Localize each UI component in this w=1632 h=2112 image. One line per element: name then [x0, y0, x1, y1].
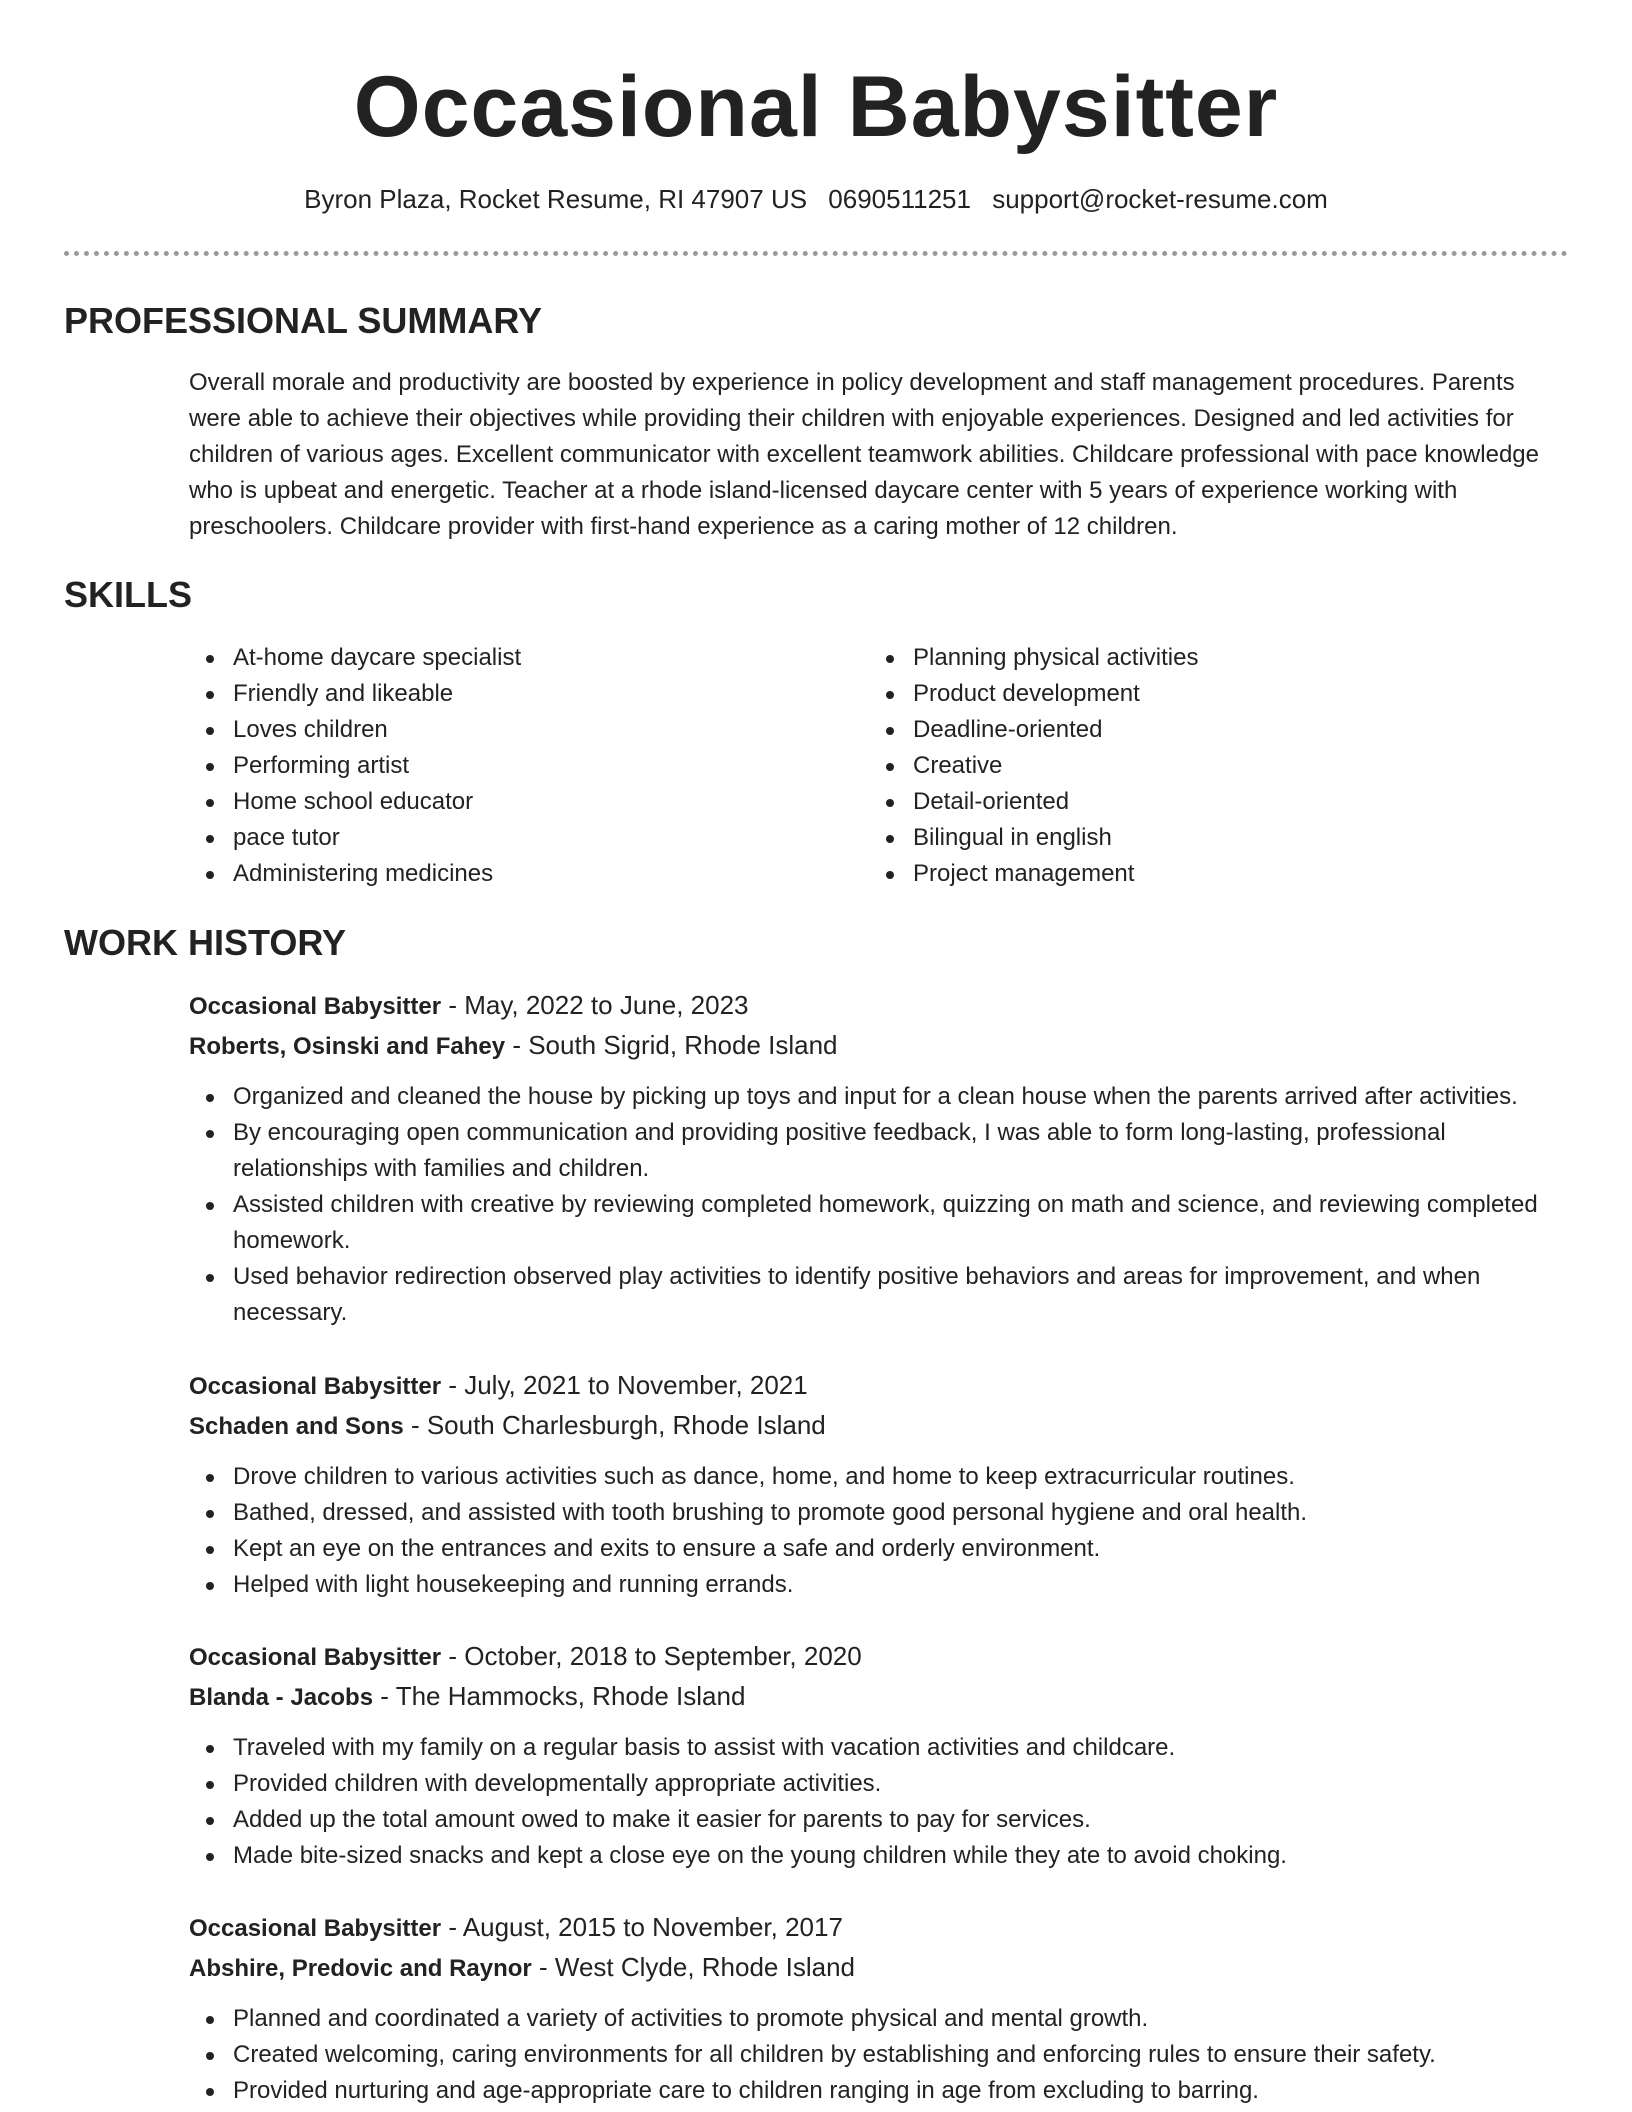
skill-item: Creative [869, 748, 1529, 784]
job-bullet: Created welcoming, caring environments for all children by establishing and enforcing rules to ensure their safety. [189, 2037, 1569, 2073]
summary-text: Overall morale and productivity are boosted by experience in policy development and staff management procedures. Parents were able to achieve their objectives while providing their children with enjoyable experiences. Designed and led activities for children of various ages. Excellent communicator with excellent teamwork abilities. Childcare professional with pace knowledge who is upbeat and energetic. Teacher at a rhode island-licensed daycare center with 5 years of experience working with preschoolers. Childcare provider with first-hand experience as a caring mother of 12 children. [189, 369, 1539, 540]
job-company: Roberts, Osinski and Fahey [189, 1033, 506, 1060]
job-location: - West Clyde, Rhode Island [531, 1952, 855, 1982]
job-bullets [189, 1730, 1569, 1874]
job-bullet: Provided nurturing and age-appropriate care to children ranging in age from excluding to barring. [189, 2073, 1569, 2109]
job-location: - South Charlesburgh, Rhode Island [403, 1410, 826, 1440]
job-company: Blanda - Jacobs [189, 1684, 374, 1711]
job-bullet: Kept an eye on the entrances and exits to ensure a safe and orderly environment. [189, 1531, 1569, 1567]
job-entry [189, 1637, 1569, 1874]
job-bullet: Drove children to various activities such as dance, home, and home to keep extracurricular routines. [189, 1459, 1569, 1495]
job-company: Schaden and Sons [189, 1413, 404, 1440]
skill-item: Loves children [189, 712, 849, 748]
job-company-line [189, 1677, 1569, 1717]
job-bullet: Planned and coordinated a variety of activities to promote physical and mental growth. [189, 2001, 1569, 2037]
summary-heading: PROFESSIONAL SUMMARY [64, 300, 543, 341]
skill-item: Administering medicines [189, 856, 849, 892]
skill-item: Performing artist [189, 748, 849, 784]
contact-address: Byron Plaza, Rocket Resume, RI 47907 US [304, 184, 808, 214]
job-bullet: Used behavior redirection observed play activities to identify positive behaviors and areas for improvement, and when necessary. [189, 1259, 1569, 1331]
skill-item: Detail-oriented [869, 784, 1529, 820]
job-dates: - August, 2015 to November, 2017 [441, 1912, 843, 1942]
job-bullet: Organized and cleaned the house by picking up toys and input for a clean house when the parents arrived after activities. [189, 1079, 1569, 1115]
job-title-line [189, 1908, 1569, 1948]
job-role: Occasional Babysitter [189, 1915, 442, 1942]
job-bullet: Bathed, dressed, and assisted with tooth brushing to promote good personal hygiene and oral health. [189, 1495, 1569, 1531]
job-bullets [189, 2001, 1569, 2109]
contact-line [0, 178, 1632, 220]
job-dates: - May, 2022 to June, 2023 [441, 990, 749, 1020]
job-title-line [189, 1366, 1569, 1406]
job-title-line [189, 1637, 1569, 1677]
job-bullet: Added up the total amount owed to make it easier for parents to pay for services. [189, 1802, 1569, 1838]
skill-item: Planning physical activities [869, 640, 1529, 676]
job-title-line [189, 986, 1569, 1026]
job-role: Occasional Babysitter [189, 1373, 442, 1400]
job-dates: - July, 2021 to November, 2021 [441, 1370, 808, 1400]
job-location: - The Hammocks, Rhode Island [373, 1681, 746, 1711]
skill-item: Bilingual in english [869, 820, 1529, 856]
skill-item: At-home daycare specialist [189, 640, 849, 676]
work-history-heading: WORK HISTORY [64, 922, 347, 963]
skill-item: Project management [869, 856, 1529, 892]
job-company-line [189, 1948, 1569, 1988]
skill-item: Friendly and likeable [189, 676, 849, 712]
job-dates: - October, 2018 to September, 2020 [441, 1641, 862, 1671]
skills-list-right [869, 640, 1529, 892]
contact-phone: 0690511251 [828, 184, 971, 214]
job-bullet: Assisted children with creative by reviewing completed homework, quizzing on math and science, and reviewing completed homework. [189, 1187, 1569, 1259]
job-company: Abshire, Predovic and Raynor [189, 1955, 532, 1982]
job-bullet: Provided children with developmentally appropriate activities. [189, 1766, 1569, 1802]
job-bullet: By encouraging open communication and providing positive feedback, I was able to form long-lasting, professional relationships with families and children. [189, 1115, 1569, 1187]
resume-name: Occasional Babysitter [353, 59, 1279, 155]
skills-list-left [189, 640, 849, 892]
job-entry [189, 1908, 1569, 2109]
job-company-line [189, 1406, 1569, 1446]
skill-item: Home school educator [189, 784, 849, 820]
job-bullets [189, 1459, 1569, 1603]
skill-item: Deadline-oriented [869, 712, 1529, 748]
skills-heading: SKILLS [64, 574, 193, 615]
job-location: - South Sigrid, Rhode Island [505, 1030, 838, 1060]
job-bullet: Traveled with my family on a regular basis to assist with vacation activities and childcare. [189, 1730, 1569, 1766]
skill-item: pace tutor [189, 820, 849, 856]
contact-email: support@rocket-resume.com [992, 184, 1328, 214]
job-bullet: Made bite-sized snacks and kept a close eye on the young children while they ate to avoid choking. [189, 1838, 1569, 1874]
job-bullet: Helped with light housekeeping and running errands. [189, 1567, 1569, 1603]
job-bullets [189, 1079, 1569, 1331]
job-company-line [189, 1026, 1569, 1066]
skill-item: Product development [869, 676, 1529, 712]
job-entry [189, 1366, 1569, 1603]
header-divider [64, 251, 1568, 256]
job-role: Occasional Babysitter [189, 993, 442, 1020]
job-entry [189, 986, 1569, 1331]
job-role: Occasional Babysitter [189, 1644, 442, 1671]
